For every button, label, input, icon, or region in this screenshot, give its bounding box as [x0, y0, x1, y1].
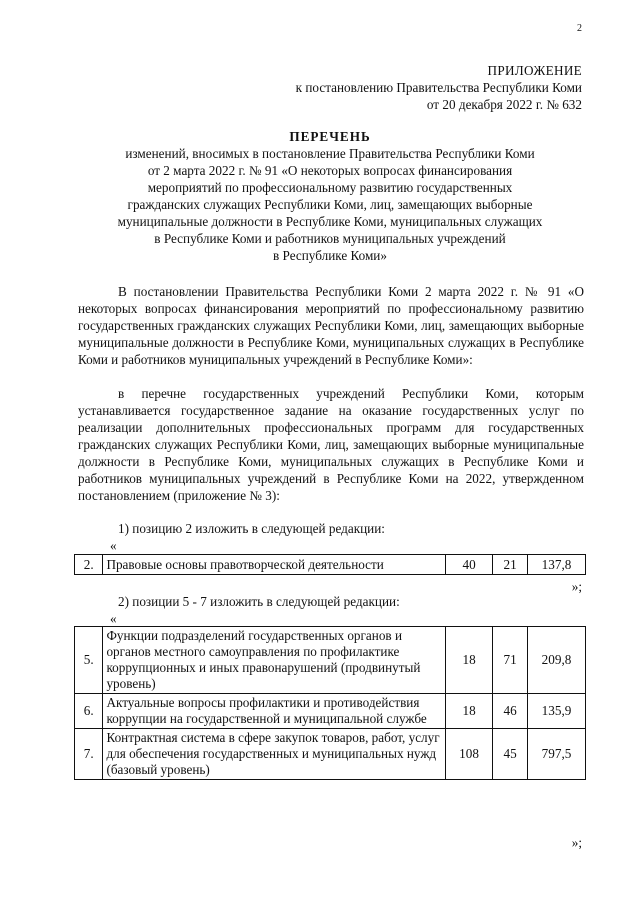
count-value: 71 — [493, 627, 528, 694]
quote-open-mark: « — [110, 611, 117, 626]
quote-close-mark: »; — [571, 835, 582, 850]
position-number: 2. — [75, 555, 103, 575]
appendix-header — [162, 62, 582, 113]
amount-value: 135,9 — [528, 694, 586, 729]
amount-value: 209,8 — [528, 627, 586, 694]
program-name: Контрактная система в сфере закупок товаров, работ, услуг для обеспечения государственных и муниципальных нужд (базовый уровень) — [103, 729, 445, 780]
appendix-line-2: от 20 декабря 2022 г. № 632 — [426, 97, 582, 112]
subtitle-line: мероприятий по профессиональному развитию государственных — [147, 180, 513, 195]
body-paragraph-1: В постановлении Правительства Республики Коми 2 марта 2022 г. № 91 «О некоторых вопросах финансирования мероприятий по профессиональному развитию государственных гражданских служащих Республики Коми, лиц, замещающих выборные муниципальные должности в Республике Коми, муниципальных служащих в Республике Коми и работников муниципальных учреждений в Республике Коми»: — [78, 284, 584, 367]
amount-value: 797,5 — [528, 729, 586, 780]
program-name: Функции подразделений государственных органов и органов местного самоуправления по профилактике коррупционных и иных правонарушений (продвинутый уровень) — [103, 627, 445, 694]
page-number: 2 — [577, 23, 582, 34]
subtitle-line: от 2 марта 2022 г. № 91 «О некоторых вопросах финансирования — [147, 163, 513, 178]
program-name: Актуальные вопросы профилактики и противодействия коррупции на государственной и муниципальной службе — [103, 694, 445, 729]
document-subtitle — [60, 145, 600, 264]
appendix-line-1: к постановлению Правительства Республики Коми — [295, 80, 582, 95]
hours-value: 108 — [445, 729, 492, 780]
appendix-title: ПРИЛОЖЕНИЕ — [487, 63, 582, 78]
table-row — [75, 555, 586, 575]
position-number: 6. — [75, 694, 103, 729]
count-value: 45 — [493, 729, 528, 780]
count-value: 21 — [493, 555, 528, 575]
quote-close-mark: »; — [571, 579, 582, 594]
document-heading — [60, 128, 600, 264]
program-name: Правовые основы правотворческой деятельности — [103, 555, 445, 575]
hours-value: 18 — [445, 694, 492, 729]
subtitle-line: гражданских служащих Республики Коми, лиц, замещающих выборные — [127, 197, 533, 212]
hours-value: 40 — [445, 555, 492, 575]
table-row — [75, 627, 586, 694]
position-2-table — [74, 554, 586, 575]
subtitle-line: в Республике Коми и работников муниципальных учреждений — [154, 231, 506, 246]
amendment-item-1: 1) позицию 2 изложить в следующей редакции: — [118, 521, 385, 536]
position-number: 5. — [75, 627, 103, 694]
document-title: ПЕРЕЧЕНЬ — [289, 129, 371, 144]
positions-5-7-table — [74, 626, 586, 780]
hours-value: 18 — [445, 627, 492, 694]
body-paragraph-2: в перечне государственных учреждений Республики Коми, которым устанавливается государственное задание на оказание государственных услуг по реализации дополнительных профессиональных программ для государственных гражданских служащих Республики Коми, лиц, замещающих выборные муниципальные должности в Республике Коми, муниципальных служащих в Республике Коми и работников муниципальных учреждений в Республике Коми на 2022, утвержденном постановлением (приложение № 3): — [78, 386, 584, 503]
position-number: 7. — [75, 729, 103, 780]
count-value: 46 — [493, 694, 528, 729]
table-row — [75, 694, 586, 729]
subtitle-line: изменений, вносимых в постановление Правительства Республики Коми — [125, 146, 535, 161]
amendment-item-2: 2) позиции 5 - 7 изложить в следующей редакции: — [118, 594, 400, 609]
subtitle-line: в Республике Коми» — [273, 248, 387, 263]
amount-value: 137,8 — [528, 555, 586, 575]
quote-open-mark: « — [110, 538, 117, 553]
table-row — [75, 729, 586, 780]
subtitle-line: муниципальные должности в Республике Коми, муниципальных служащих — [117, 214, 543, 229]
